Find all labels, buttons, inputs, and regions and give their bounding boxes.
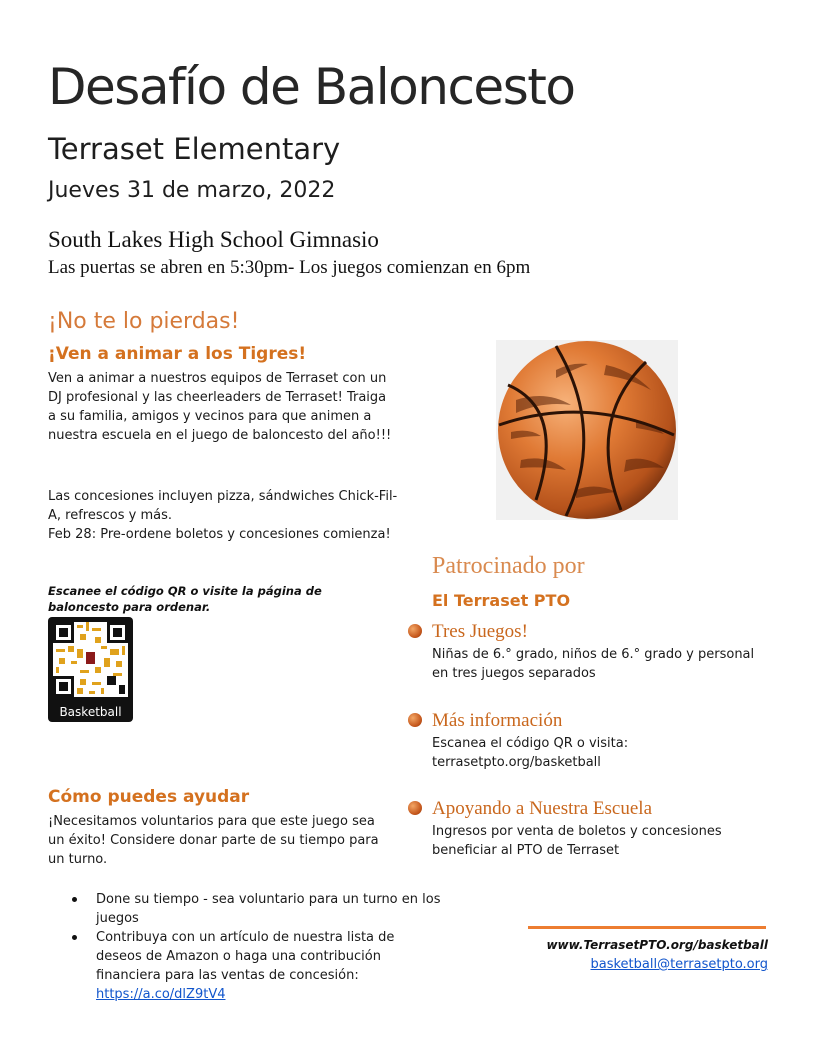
list-item [96,890,441,928]
email-link[interactable]: basketball@terrasetpto.org [590,957,768,972]
basketball-bullet-icon [408,624,422,638]
page-title: Desafío de Baloncesto [48,58,575,116]
bullet-text: Contribuya con un artículo de nuestra lista de deseos de Amazon o haga una contribución financiera para las ventas de concesión: [96,930,395,983]
cheer-heading: ¡Ven a animar a los Tigres! [48,344,307,364]
bullet-text: Done su tiempo - sea voluntario para un turno en los juegos [96,892,441,926]
concessions-text [48,487,398,544]
list-item [96,928,441,1004]
cheer-text: Ven a animar a nuestros equipos de Terraset con un DJ profesional y las cheerleaders de Terraset! Traiga a su familia, amigos y vecinos para que animen a nuestra escuela en el juego de baloncesto del año!!! [48,371,392,443]
feature-title: Apoyando a Nuestra Escuela [432,798,653,819]
scan-instructions: Escanee el código QR o visite la página de baloncesto para ordenar. [48,584,322,614]
feature-title: Tres Juegos! [432,621,528,642]
basketball-bullet-icon [408,713,422,727]
feature-support [432,798,762,860]
qr-label: Basketball [59,705,122,719]
feature-text: Ingresos por venta de boletos y concesiones beneficiar al PTO de Terraset [432,824,722,858]
school-name: Terraset Elementary [48,132,341,166]
preorder-line: Feb 28: Pre-ordene boletos y concesiones comienza! [48,527,391,542]
feature-text: Niñas de 6.° grado, niños de 6.° grado y personal en tres juegos separados [432,647,755,681]
tagline: ¡No te lo pierdas! [48,309,240,334]
feature-title: Más información [432,710,563,731]
feature-info [432,710,762,772]
qr-code[interactable] [48,617,133,722]
feature-games [432,621,762,683]
divider [528,926,766,929]
qr-code-icon [53,622,128,697]
website: www.TerrasetPTO.org/basketball [546,938,768,952]
sponsor-name: El Terraset PTO [432,591,571,610]
help-text: ¡Necesitamos voluntarios para que este juego sea un éxito! Considere donar parte de su tiempo para un turno. [48,814,379,867]
help-heading: Cómo puedes ayudar [48,787,250,807]
amazon-wishlist-link[interactable]: https://a.co/dlZ9tV4 [96,987,226,1002]
basketball-image [496,340,678,520]
sponsor-heading: Patrocinado por [432,553,585,579]
help-list [48,890,441,1004]
venue: South Lakes High School Gimnasio [48,227,379,252]
feature-text: Escanea el código QR o visita: terrasetpto.org/basketball [432,736,629,770]
concessions-line: Las concesiones incluyen pizza, sándwiches Chick-Fil-A, refrescos y más. [48,489,398,523]
basketball-bullet-icon [408,801,422,815]
door-times: Las puertas se abren en 5:30pm- Los juegos comienzan en 6pm [48,257,531,278]
event-date: Jueves 31 de marzo, 2022 [48,178,336,203]
